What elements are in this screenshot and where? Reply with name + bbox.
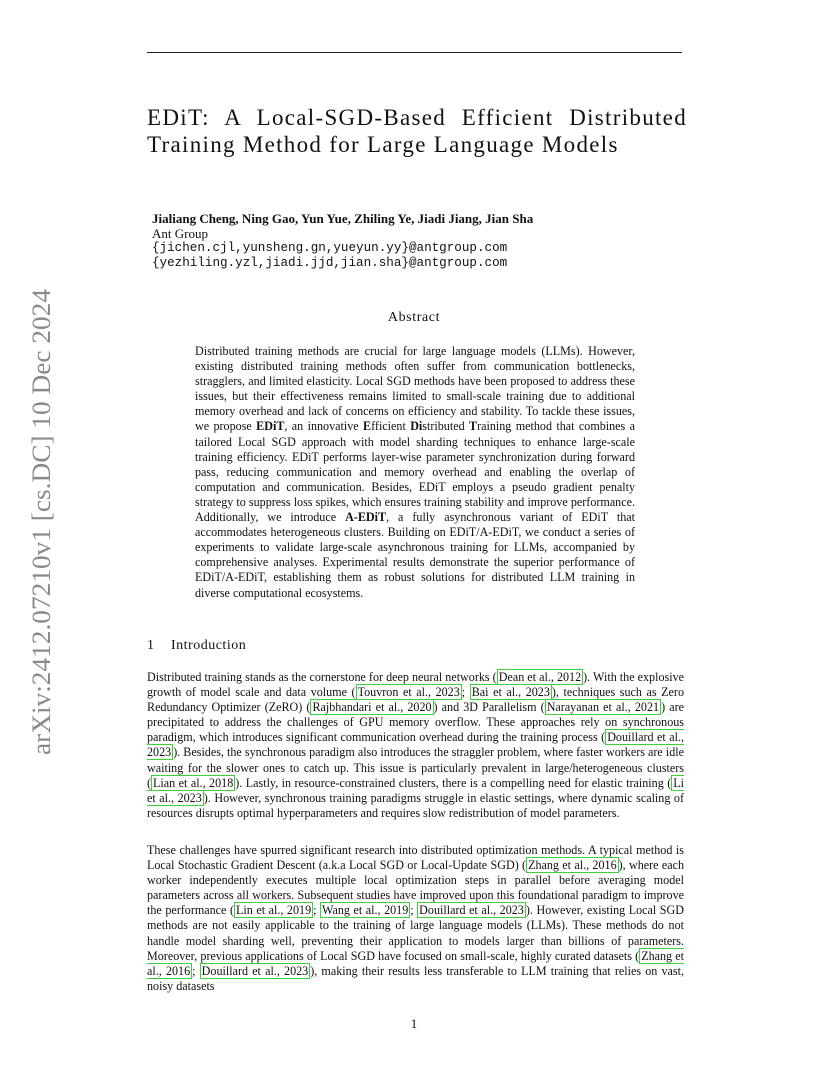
arxiv-identifier-stamp[interactable] (20, 285, 60, 755)
page-number: 1 (410, 1016, 418, 1031)
citation-link[interactable]: Douillard et al., 2023 (147, 730, 684, 760)
text: These challenges have spurred significant research into distributed optimization methods. A typical method is Local Stochastic Gradient Descent (a.k.a Local SGD or Local-Update SGD) ( (147, 843, 684, 873)
text: ; (313, 903, 321, 918)
abstract-text-3: raining method that combines a tailored Local SGD approach with model sharding techniques to enhance large-scale training efficiency. EDiT performs layer-wise parameter synchronization during forward pass, reducing communication and memory overhead and enabling the overlap of computation and communication. Besides, EDiT employs a pseudo gradient penalty strategy to suppress loss spikes, which ensures training stability and improve performance. Additionally, we introduce (195, 419, 636, 525)
citation-link[interactable]: Douillard et al., 2023 (419, 903, 524, 918)
text: ) are precipitated to address the challenges of GPU memory overflow. These approaches rely on synchronous paradigm, which introduces significant communication overhead during the training process ( (147, 700, 684, 745)
text: ). With the explosive growth of model scale and data volume ( (147, 670, 684, 700)
abstract-efficient: fficient (371, 419, 411, 434)
citation-link[interactable]: Zhang et al., 2016 (147, 948, 684, 978)
citation-link[interactable]: Dean et al., 2012 (498, 670, 582, 684)
abstract-text-4: , a fully asynchronous variant of EDiT that accommodates heterogeneous clusters. Building on EDiT/A-EDiT, we conduct a series of experiments to validate large-scale asynchronous training for LLMs, accompanied by comprehensive analyses. Experimental results demonstrate the superior performance of EDiT/A-EDiT, establishing them as robust solutions for distributed LLM training in diverse computational ecosystems. (195, 510, 636, 600)
abstract-T: T (469, 419, 478, 434)
author-names: Jialiang Cheng, Ning Gao, Yun Yue, Zhiling Ye, Jiadi Jiang, Jian Sha (152, 211, 534, 226)
paper-title: EDiT: A Local-SGD-Based Efficient Distributed Training Method for Large Language Models (147, 105, 687, 157)
citation-link[interactable]: Touvron et al., 2023 (357, 685, 460, 700)
citation-link[interactable]: Rajbhandari et al., 2020 (312, 700, 432, 715)
text: ). However, synchronous training paradigms struggle in elastic settings, where dynamic scaling of resources disrupts optimal hyperparameters and requires slow redistribution of model parameters. (147, 790, 684, 820)
citation-link[interactable]: Lin et al., 2019 (236, 903, 312, 918)
arxiv-id-text: arXiv:2412.07210v1 [cs.DC] 10 Dec 2024 (27, 311, 56, 755)
author-block (152, 211, 692, 271)
citation-link[interactable]: Li et al., 2023 (147, 775, 684, 805)
abstract-heading (0, 310, 828, 326)
section-heading (147, 638, 246, 654)
text: ). Lastly, in resource-constrained clusters, there is a compelling need for elastic training ( (235, 775, 672, 790)
text: ; (410, 903, 418, 918)
abstract-E: E (363, 419, 372, 434)
text: ; (461, 685, 470, 700)
text: ), techniques such as Zero Redundancy Optimizer (ZeRO) ( (147, 685, 684, 715)
text: ; (192, 963, 200, 978)
top-rule (147, 52, 682, 53)
abstract-heading-text: Abstract (387, 310, 441, 325)
abstract-body (195, 344, 635, 601)
text: ). However, existing Local SGD methods are not easily applicable to the training of large language models (LLMs). These methods do not handle model sharding well, preventing their application to models larger than billions of parameters. Moreover, previous applications of Local SGD have focused on small-scale, highly curated datasets ( (147, 903, 684, 963)
citation-link[interactable]: Lian et al., 2018 (153, 775, 234, 790)
text: Distributed training stands as the cornerstone for deep neural networks ( (147, 670, 497, 684)
text: ), making their results less transferable to LLM training that relies on vast, noisy datasets (147, 963, 684, 993)
author-affiliation: Ant Group (152, 226, 208, 241)
citation-link[interactable]: Douillard et al., 2023 (201, 963, 309, 978)
citation-link[interactable]: Narayanan et al., 2021 (546, 700, 660, 715)
abstract-edit: EDiT (256, 419, 285, 434)
abstract-aedit: A-EDiT (345, 510, 387, 525)
intro-paragraph-2 (147, 843, 684, 994)
abstract-text-1: Distributed training methods are crucial for large language models (LLMs). However, existing distributed training methods often suffer from communication bottlenecks, stragglers, and limited elasticity. Local SGD methods have been proposed to address these issues, but their effectiveness remains limited to small-scale training due to additional memory overhead and lack of concerns on efficiency and stability. To tackle these issues, we propose (195, 344, 635, 434)
text: ) and 3D Parallelism ( (433, 700, 545, 715)
citation-link[interactable]: Bai et al., 2023 (471, 685, 550, 700)
section-number: 1 (147, 638, 155, 653)
intro-paragraph-1 (147, 670, 684, 821)
abstract-distributed: stributed (422, 419, 470, 434)
citation-link[interactable]: Zhang et al., 2016 (528, 858, 617, 873)
citation-link[interactable]: Wang et al., 2019 (322, 903, 409, 918)
abstract-Di: Di (410, 419, 423, 434)
author-emails-1: {jichen.cjl,yunsheng.gn,yueyun.yy}@antgroup.com (152, 241, 508, 255)
section-title: Introduction (171, 638, 247, 653)
author-emails-2: {yezhiling.yzl,jiadi.jjd,jian.sha}@antgroup.com (152, 256, 508, 270)
text: ). Besides, the synchronous paradigm also introduces the straggler problem, where faster workers are idle waiting for the slower ones to catch up. This issue is particularly prevalent in large/heterogeneous clusters ( (147, 745, 684, 790)
text: ), where each worker independently executes multiple local optimization steps in parallel before averaging model parameters across all workers. Subsequent studies have improved upon this foundational paradigm to improve the performance ( (147, 858, 685, 918)
abstract-text-2: , an innovative (284, 419, 364, 434)
